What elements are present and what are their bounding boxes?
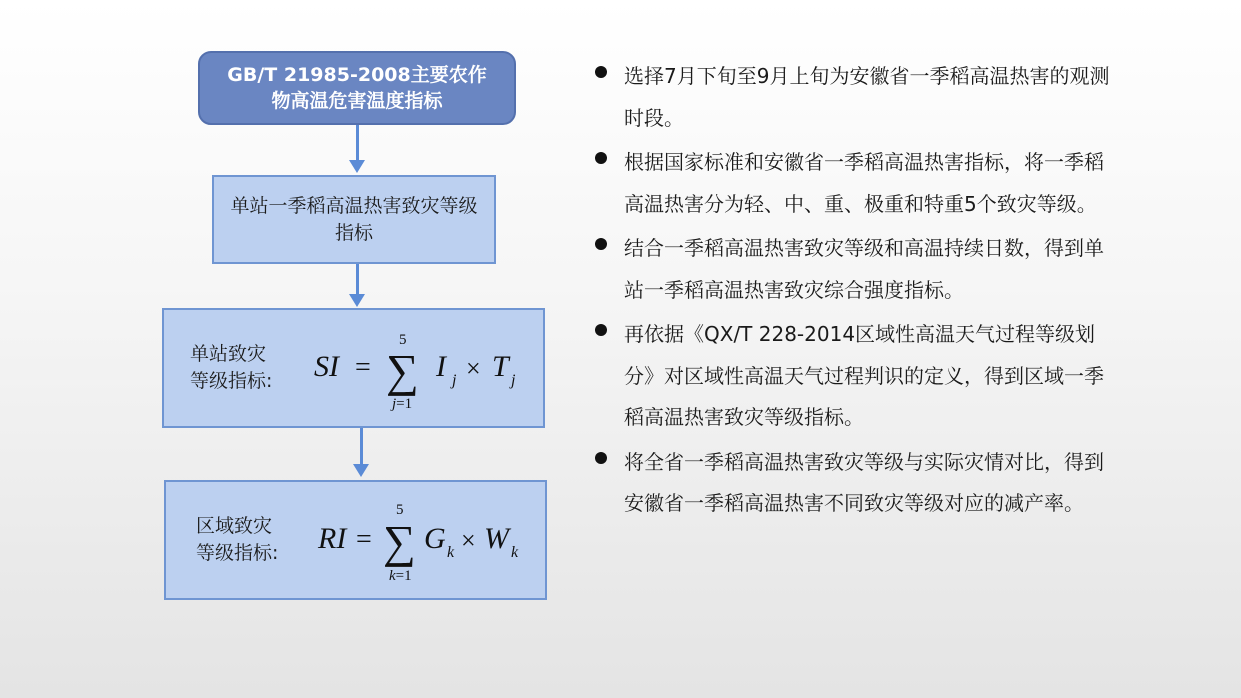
ri-times: × (461, 526, 476, 555)
standard-reference-box (198, 51, 516, 125)
si-equals: = (355, 352, 371, 383)
ri-sum-upper: 5 (396, 502, 404, 518)
ri-sum-lower (389, 568, 412, 585)
single-station-index-box (212, 175, 496, 264)
ri-symbol: RI (318, 522, 347, 555)
bullet-dot-icon (595, 324, 607, 336)
si-symbol: SI (314, 350, 339, 383)
ri-sum-index: k (389, 568, 396, 584)
arrow-2-head (349, 294, 365, 307)
ri-sigma-icon: ∑ (383, 516, 416, 567)
arrow-1-line (356, 125, 359, 162)
ri-term-g-sub: k (447, 544, 455, 561)
bullet-text: 再依据《QX/T 228-2014区域性高温天气过程等级划分》对区域性高温天气过程判识的定义，得到区域一季稻高温热害致灾等级指标。 (624, 322, 1104, 429)
ri-sum-start: =1 (395, 568, 412, 584)
regional-formula-box (164, 480, 547, 600)
si-times: × (466, 354, 481, 383)
regional-formula-label: 区域致灾 等级指标: (196, 515, 279, 564)
bullet-item (593, 228, 1113, 311)
bullet-text: 结合一季稻高温热害致灾等级和高温持续日数，得到单站一季稻高温热害致灾综合强度指标。 (624, 236, 1104, 302)
si-sum-index: j (392, 396, 397, 412)
standard-reference-text: GB/T 21985-2008主要农作物高温危害温度指标 (227, 64, 487, 112)
si-sigma-icon: ∑ (386, 345, 419, 396)
ri-equals: = (356, 524, 372, 555)
si-term-i: I (436, 350, 446, 383)
arrow-2-line (356, 264, 359, 295)
bullet-item (593, 56, 1113, 139)
arrow-3-head (353, 464, 369, 477)
single-station-index-text: 单站一季稻高温热害致灾等级指标 (230, 194, 478, 244)
bullet-item (593, 314, 1113, 439)
bullet-text: 根据国家标准和安徽省一季稻高温热害指标，将一季稻高温热害分为轻、中、重、极重和特重5个致灾等级。 (624, 150, 1104, 216)
single-station-formula-label: 单站致灾 等级指标: (190, 343, 273, 392)
ri-term-w: W (484, 522, 509, 555)
si-term-t-sub: j (511, 372, 516, 389)
bullet-text: 将全省一季稻高温热害致灾等级与实际灾情对比，得到安徽省一季稻高温热害不同致灾等级对应的减产率。 (624, 449, 1104, 515)
si-term-i-sub: j (452, 372, 457, 389)
bullet-list (593, 61, 1113, 533)
bullet-dot-icon (595, 66, 607, 78)
si-term-t: T (492, 350, 509, 383)
bullet-text: 选择7月下旬至9月上旬为安徽省一季稻高温热害的观测时段。 (624, 64, 1110, 130)
arrow-1-head (349, 160, 365, 173)
ri-term-g: G (424, 522, 446, 555)
si-sum-start: =1 (396, 396, 413, 412)
si-sum-upper: 5 (399, 332, 407, 348)
arrow-3-line (360, 428, 363, 465)
bullet-item (593, 442, 1113, 525)
ri-term-w-sub: k (511, 544, 519, 561)
bullet-item (593, 142, 1113, 225)
single-station-formula-box (162, 308, 545, 428)
bullet-dot-icon (595, 152, 607, 164)
bullet-dot-icon (595, 238, 607, 250)
si-sum-lower (392, 396, 412, 413)
bullet-dot-icon (595, 452, 607, 464)
